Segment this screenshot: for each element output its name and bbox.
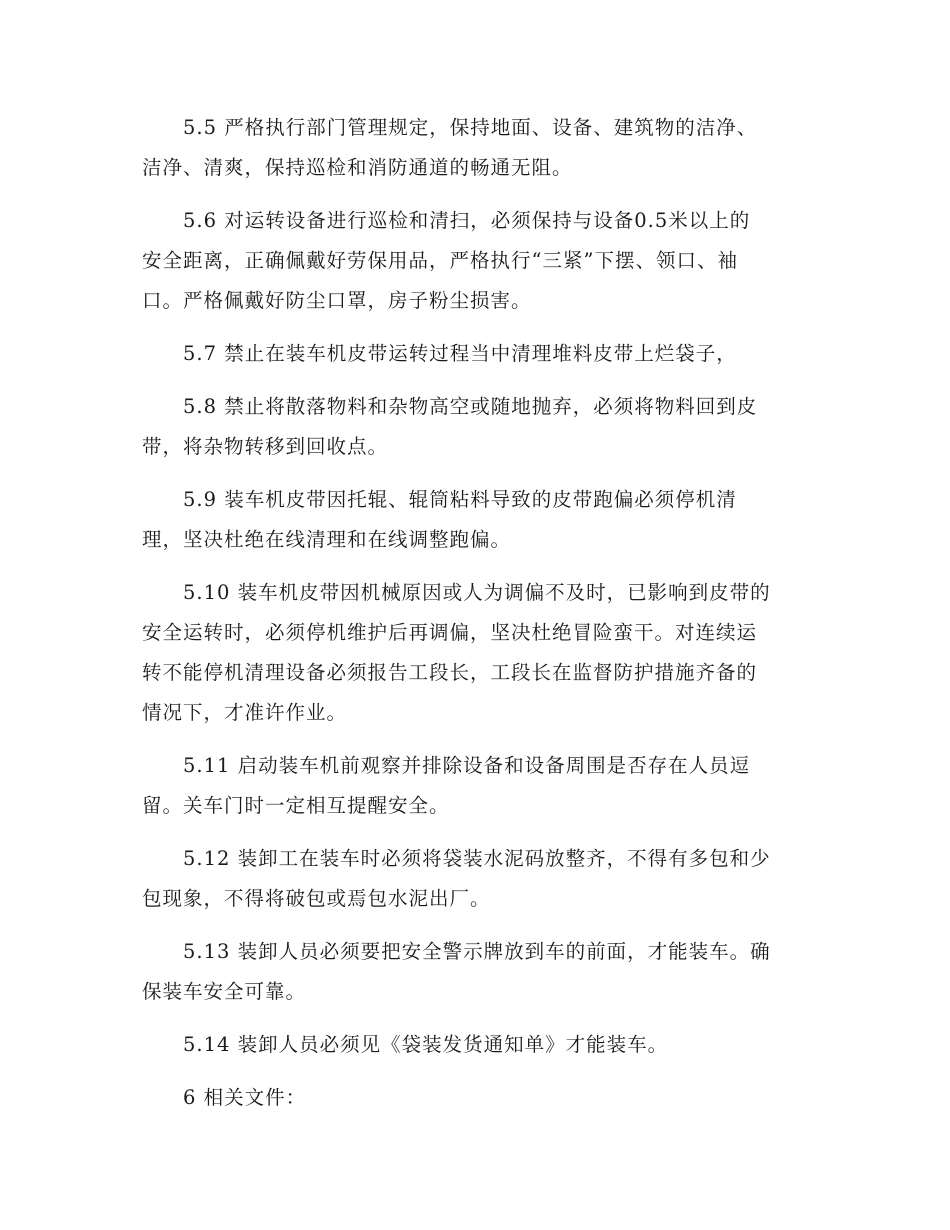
text-line: 口。严格佩戴好防尘口罩，房子粉尘损害。 [142, 289, 532, 312]
paragraph-5-7 [142, 334, 810, 374]
paragraph-5-5 [142, 108, 810, 188]
text-line: 安全距离，正确佩戴好劳保用品，严格执行“三紧”下摆、领口、袖 [142, 249, 738, 272]
paragraph-5-10 [142, 573, 810, 733]
text-line: 5.13 装卸人员必须要把安全警示牌放到车的前面，才能装车。确 [183, 940, 771, 963]
text-line: 安全运转时，必须停机维护后再调偏，坚决杜绝冒险蛮干。对连续运 [142, 621, 758, 644]
text-line: 保装车安全可靠。 [142, 980, 307, 1003]
text-line: 包现象，不得将破包或焉包水泥出厂。 [142, 887, 491, 910]
section-heading-6 [142, 1078, 810, 1118]
paragraph-5-8 [142, 387, 810, 467]
text-line: 留。关车门时一定相互提醒安全。 [142, 794, 450, 817]
text-line: 情况下，才准许作业。 [142, 701, 348, 724]
paragraph-5-12 [142, 839, 810, 919]
text-line: 洁净、清爽，保持巡检和消防通道的畅通无阻。 [142, 156, 573, 179]
text-line: 5.10 装车机皮带因机械原因或人为调偏不及时，已影响到皮带的 [183, 581, 771, 604]
text-line: 5.12 装卸工在装车时必须将袋装水泥码放整齐，不得有多包和少 [183, 847, 771, 870]
text-line: 5.7 禁止在装车机皮带运转过程当中清理堆料皮带上烂袋子， [183, 342, 737, 365]
text-line: 5.8 禁止将散落物料和杂物高空或随地抛弃，必须将物料回到皮 [183, 395, 758, 418]
text-line: 5.11 启动装车机前观察并排除设备和设备周围是否存在人员逗 [183, 754, 751, 777]
document-body [142, 108, 810, 1131]
text-line: 理，坚决杜绝在线清理和在线调整跑偏。 [142, 528, 512, 551]
text-line: 6 相关文件： [183, 1086, 307, 1109]
text-line: 转不能停机清理设备必须报告工段长，工段长在监督防护措施齐备的 [142, 661, 758, 684]
text-line: 5.14 装卸人员必须见《袋装发货通知单》才能装车。 [183, 1033, 669, 1056]
paragraph-5-11 [142, 746, 810, 826]
paragraph-5-9 [142, 480, 810, 560]
text-line: 5.5 严格执行部门管理规定，保持地面、设备、建筑物的洁净、 [183, 116, 758, 139]
paragraph-5-14 [142, 1025, 810, 1065]
text-line: 5.9 装车机皮带因托辊、辊筒粘料导致的皮带跑偏必须停机清 [183, 488, 737, 511]
text-line: 带，将杂物转移到回收点。 [142, 435, 389, 458]
text-line: 5.6 对运转设备进行巡检和清扫，必须保持与设备0.5米以上的 [183, 209, 751, 232]
paragraph-5-6 [142, 201, 810, 321]
paragraph-5-13 [142, 932, 810, 1012]
